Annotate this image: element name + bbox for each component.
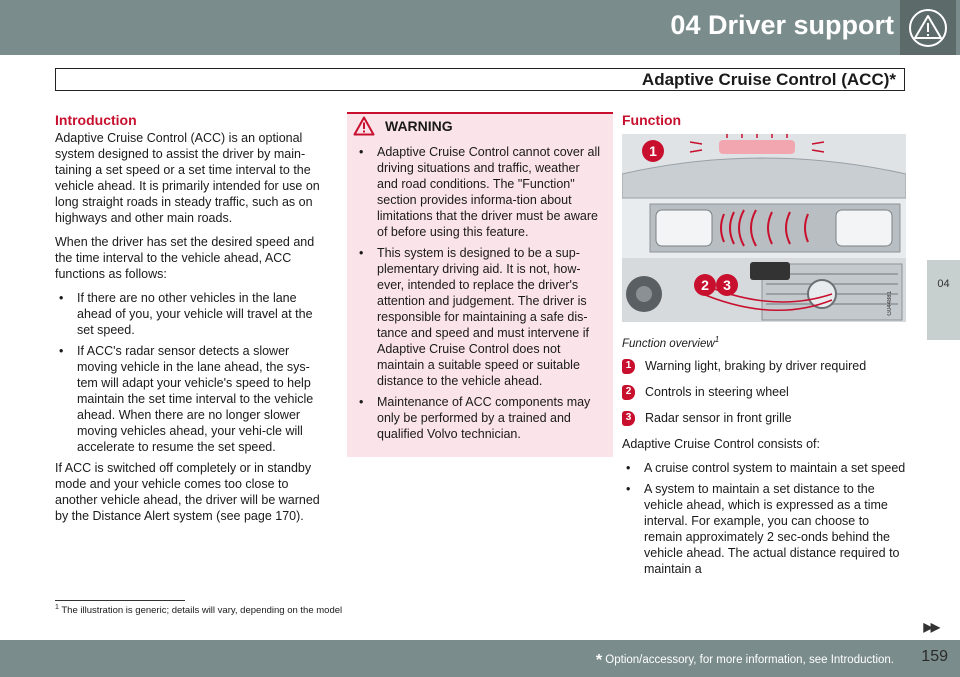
footer-star: * xyxy=(595,652,603,669)
number-badge: 2 xyxy=(622,385,635,400)
list-item xyxy=(622,460,908,476)
legend-text: Radar sensor in front grille xyxy=(645,410,792,425)
warning-title: WARNING xyxy=(385,118,453,134)
next-page-arrows-icon[interactable]: ▶▶ xyxy=(923,620,938,634)
number-badge: 1 xyxy=(622,359,635,374)
list-item-text: If ACC's radar sensor detects a slower moving vehicle in the lane ahead, the sys-tem will adapt your vehicle's speed to help maintain the set time interval to the vehicle ahead. When there are no longer slower moving vehicles ahead, your vehi-cle will accelerate to resume the set speed. xyxy=(77,344,314,454)
list-item-text: A system to maintain a set distance to the vehicle ahead, which is expressed as a time interval. For example, you can choose to remain approximately 2 sec-onds behind the vehicle ahead. The actual distance required to maintain a xyxy=(644,481,900,576)
list-item xyxy=(355,245,603,389)
function-column xyxy=(622,112,908,582)
page-number: 159 xyxy=(921,648,948,665)
number-badge: 3 xyxy=(622,411,635,426)
bullet-list xyxy=(355,144,603,442)
list-item xyxy=(355,394,603,442)
footnote xyxy=(55,604,342,616)
list-item xyxy=(622,481,908,577)
consists-paragraph: Adaptive Cruise Control consists of: xyxy=(622,436,821,451)
bullet-icon: • xyxy=(626,481,631,496)
bullet-icon: • xyxy=(359,395,364,409)
footnote-text: The illustration is generic; details will vary, depending on the model xyxy=(58,605,343,617)
chapter-title: 04 Driver support xyxy=(670,10,894,40)
footnote-marker: 1 xyxy=(55,604,59,611)
list-item-text: A cruise control system to maintain a set speed xyxy=(644,460,906,475)
legend-text: Warning light, braking by driver required xyxy=(645,358,867,373)
chapter-side-tab[interactable] xyxy=(927,260,960,340)
list-item-text: Maintenance of ACC components may only be performed by a trained and qualified Volvo technician. xyxy=(377,395,591,441)
bullet-icon: • xyxy=(626,460,631,475)
intro-paragraph: When the driver has set the desired speed and the time interval to the vehicle ahead, ACC functions as follows: xyxy=(55,235,315,281)
legend-item xyxy=(622,410,908,426)
callout-badge: 3 xyxy=(716,274,738,296)
warning-box xyxy=(347,112,613,457)
function-overview-illustration xyxy=(622,134,906,322)
list-item xyxy=(55,343,320,455)
list-item-text: This system is designed to be a sup-plementary driving aid. It is not, how-ever, intended to replace the driver's attention and judgement. The driver is responsible for maintaining a safe dis-tance and speed and must intervene if Adaptive Cruise Control does not maintain a suitable speed or suitable distance to the vehicle ahead. xyxy=(377,246,589,388)
bullet-icon: • xyxy=(59,344,64,358)
section-title-bar xyxy=(55,68,905,91)
bullet-icon: • xyxy=(359,246,364,260)
callout-badge: 1 xyxy=(642,140,664,162)
list-item xyxy=(355,144,603,240)
legend-item xyxy=(622,358,908,374)
warning-header xyxy=(347,112,613,138)
figure-caption-text: Function overview xyxy=(622,337,715,350)
list-item xyxy=(55,290,320,338)
intro-paragraph: If ACC is switched off completely or in standby mode and your vehicle comes too close to another vehicle ahead, the driver will be warned by the Distance Alert system (see page 170). xyxy=(55,461,320,523)
footer-note xyxy=(596,652,894,670)
legend-text: Controls in steering wheel xyxy=(645,384,789,399)
footnote-marker: 1 xyxy=(714,335,720,344)
warning-column xyxy=(347,112,613,457)
intro-paragraph: Adaptive Cruise Control (ACC) is an optional system designed to assist the driver by main-taining a set speed or a set time interval to the vehicle ahead. It is primarily intended for use on long straight roads in steady traffic, such as on highways and other main roads. xyxy=(55,131,320,225)
bullet-icon: • xyxy=(59,291,64,305)
function-heading: Function xyxy=(622,112,682,128)
bullet-icon: • xyxy=(359,145,364,159)
image-code: G044881 xyxy=(887,291,893,316)
list-item-text: If there are no other vehicles in the lane ahead of you, your vehicle will travel at the set speed. xyxy=(77,291,313,337)
introduction-heading: Introduction xyxy=(55,112,137,128)
legend-item xyxy=(622,384,908,400)
figure-caption xyxy=(622,332,908,352)
list-item-text: Adaptive Cruise Control cannot cover all driving situations and traffic, weather and road conditions. The "Function" section provides informa-tion about limitations that the driver must be aware of before using this feature. xyxy=(377,145,601,239)
bullet-list xyxy=(55,290,320,455)
warning-body xyxy=(347,138,613,442)
warning-triangle-icon xyxy=(353,116,375,136)
section-title: Adaptive Cruise Control (ACC)* xyxy=(641,69,896,89)
warning-triangle-icon xyxy=(900,0,956,55)
introduction-column xyxy=(55,112,320,532)
bullet-list xyxy=(622,460,908,577)
footer-note-text: Option/accessory, for more information, see Introduction. xyxy=(602,654,894,666)
callout-badge: 2 xyxy=(694,274,716,296)
footnote-divider xyxy=(55,600,185,601)
chapter-side-tab-number: 04 xyxy=(937,278,950,290)
